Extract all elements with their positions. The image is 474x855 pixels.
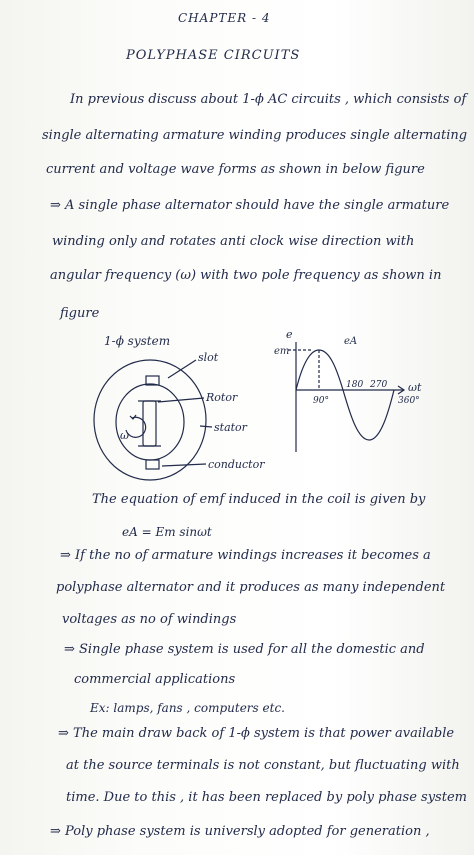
para1-line2: single alternating armature winding produces single alternating (42, 128, 468, 143)
slot-bottom (146, 460, 159, 469)
para6-line1: ⇒ Poly phase system is universly adopted for generation , (50, 824, 430, 839)
para1-line1: In previous discuss about 1-ϕ AC circuits , which consists of (70, 92, 467, 107)
para1-line3: current and voltage wave forms as shown in below figure (46, 162, 425, 177)
wt-label: ωt (408, 381, 422, 394)
para3-line3: voltages as no of windings (62, 612, 237, 627)
e-axis-label: e (286, 328, 293, 341)
para2-line2: winding only and rotates anti clock wise direction with (52, 234, 415, 249)
para4-line2: commercial applications (74, 672, 236, 687)
stator-inner-circle (116, 384, 184, 460)
sine-wave (296, 350, 394, 440)
rotor-leader (158, 398, 204, 402)
example-line: Ex: lamps, fans , computers etc. (90, 701, 285, 715)
system-label: 1-ϕ system (104, 334, 171, 348)
para2-line4: figure (60, 306, 100, 321)
para5-line1: ⇒ The main draw back of 1-ϕ system is that power available (58, 726, 455, 741)
tick-90: 90° (313, 396, 329, 406)
stator-label: stator (214, 421, 247, 434)
para2-line1: ⇒ A single phase alternator should have the single armature (50, 198, 450, 213)
slot-leader (168, 360, 196, 378)
para3-line1: ⇒ If the no of armature windings increases it becomes a (60, 548, 431, 563)
para5-line3: time. Due to this , it has been replaced by poly phase system (66, 790, 467, 805)
slot-label: slot (198, 351, 219, 364)
para5-line2: at the source terminals is not constant, but fluctuating with (66, 758, 460, 773)
omega-label: ω (120, 429, 129, 442)
stator-leader (200, 426, 212, 427)
em-label: em (274, 346, 290, 357)
equation: eA = Em sinωt (122, 525, 212, 539)
page-title: POLYPHASE CIRCUITS (126, 48, 301, 63)
conductor-label: conductor (208, 458, 265, 471)
conductor-leader (162, 464, 206, 466)
ea-label: eA (344, 336, 358, 347)
equation-intro: The equation of emf induced in the coil is given by (92, 492, 426, 507)
tick-360: 360° (398, 396, 420, 406)
tick-270: 270 (370, 380, 388, 390)
para3-line2: polyphase alternator and it produces as many independent (56, 580, 446, 595)
tick-180: 180 (346, 380, 364, 390)
para2-line3: angular frequency (ω) with two pole frequency as shown in (50, 268, 442, 283)
para4-line1: ⇒ Single phase system is used for all the domestic and (64, 642, 425, 657)
chapter-heading: CHAPTER - 4 (178, 11, 271, 25)
rotor-label: Rotor (206, 391, 238, 404)
stator-outer-circle (94, 360, 206, 480)
